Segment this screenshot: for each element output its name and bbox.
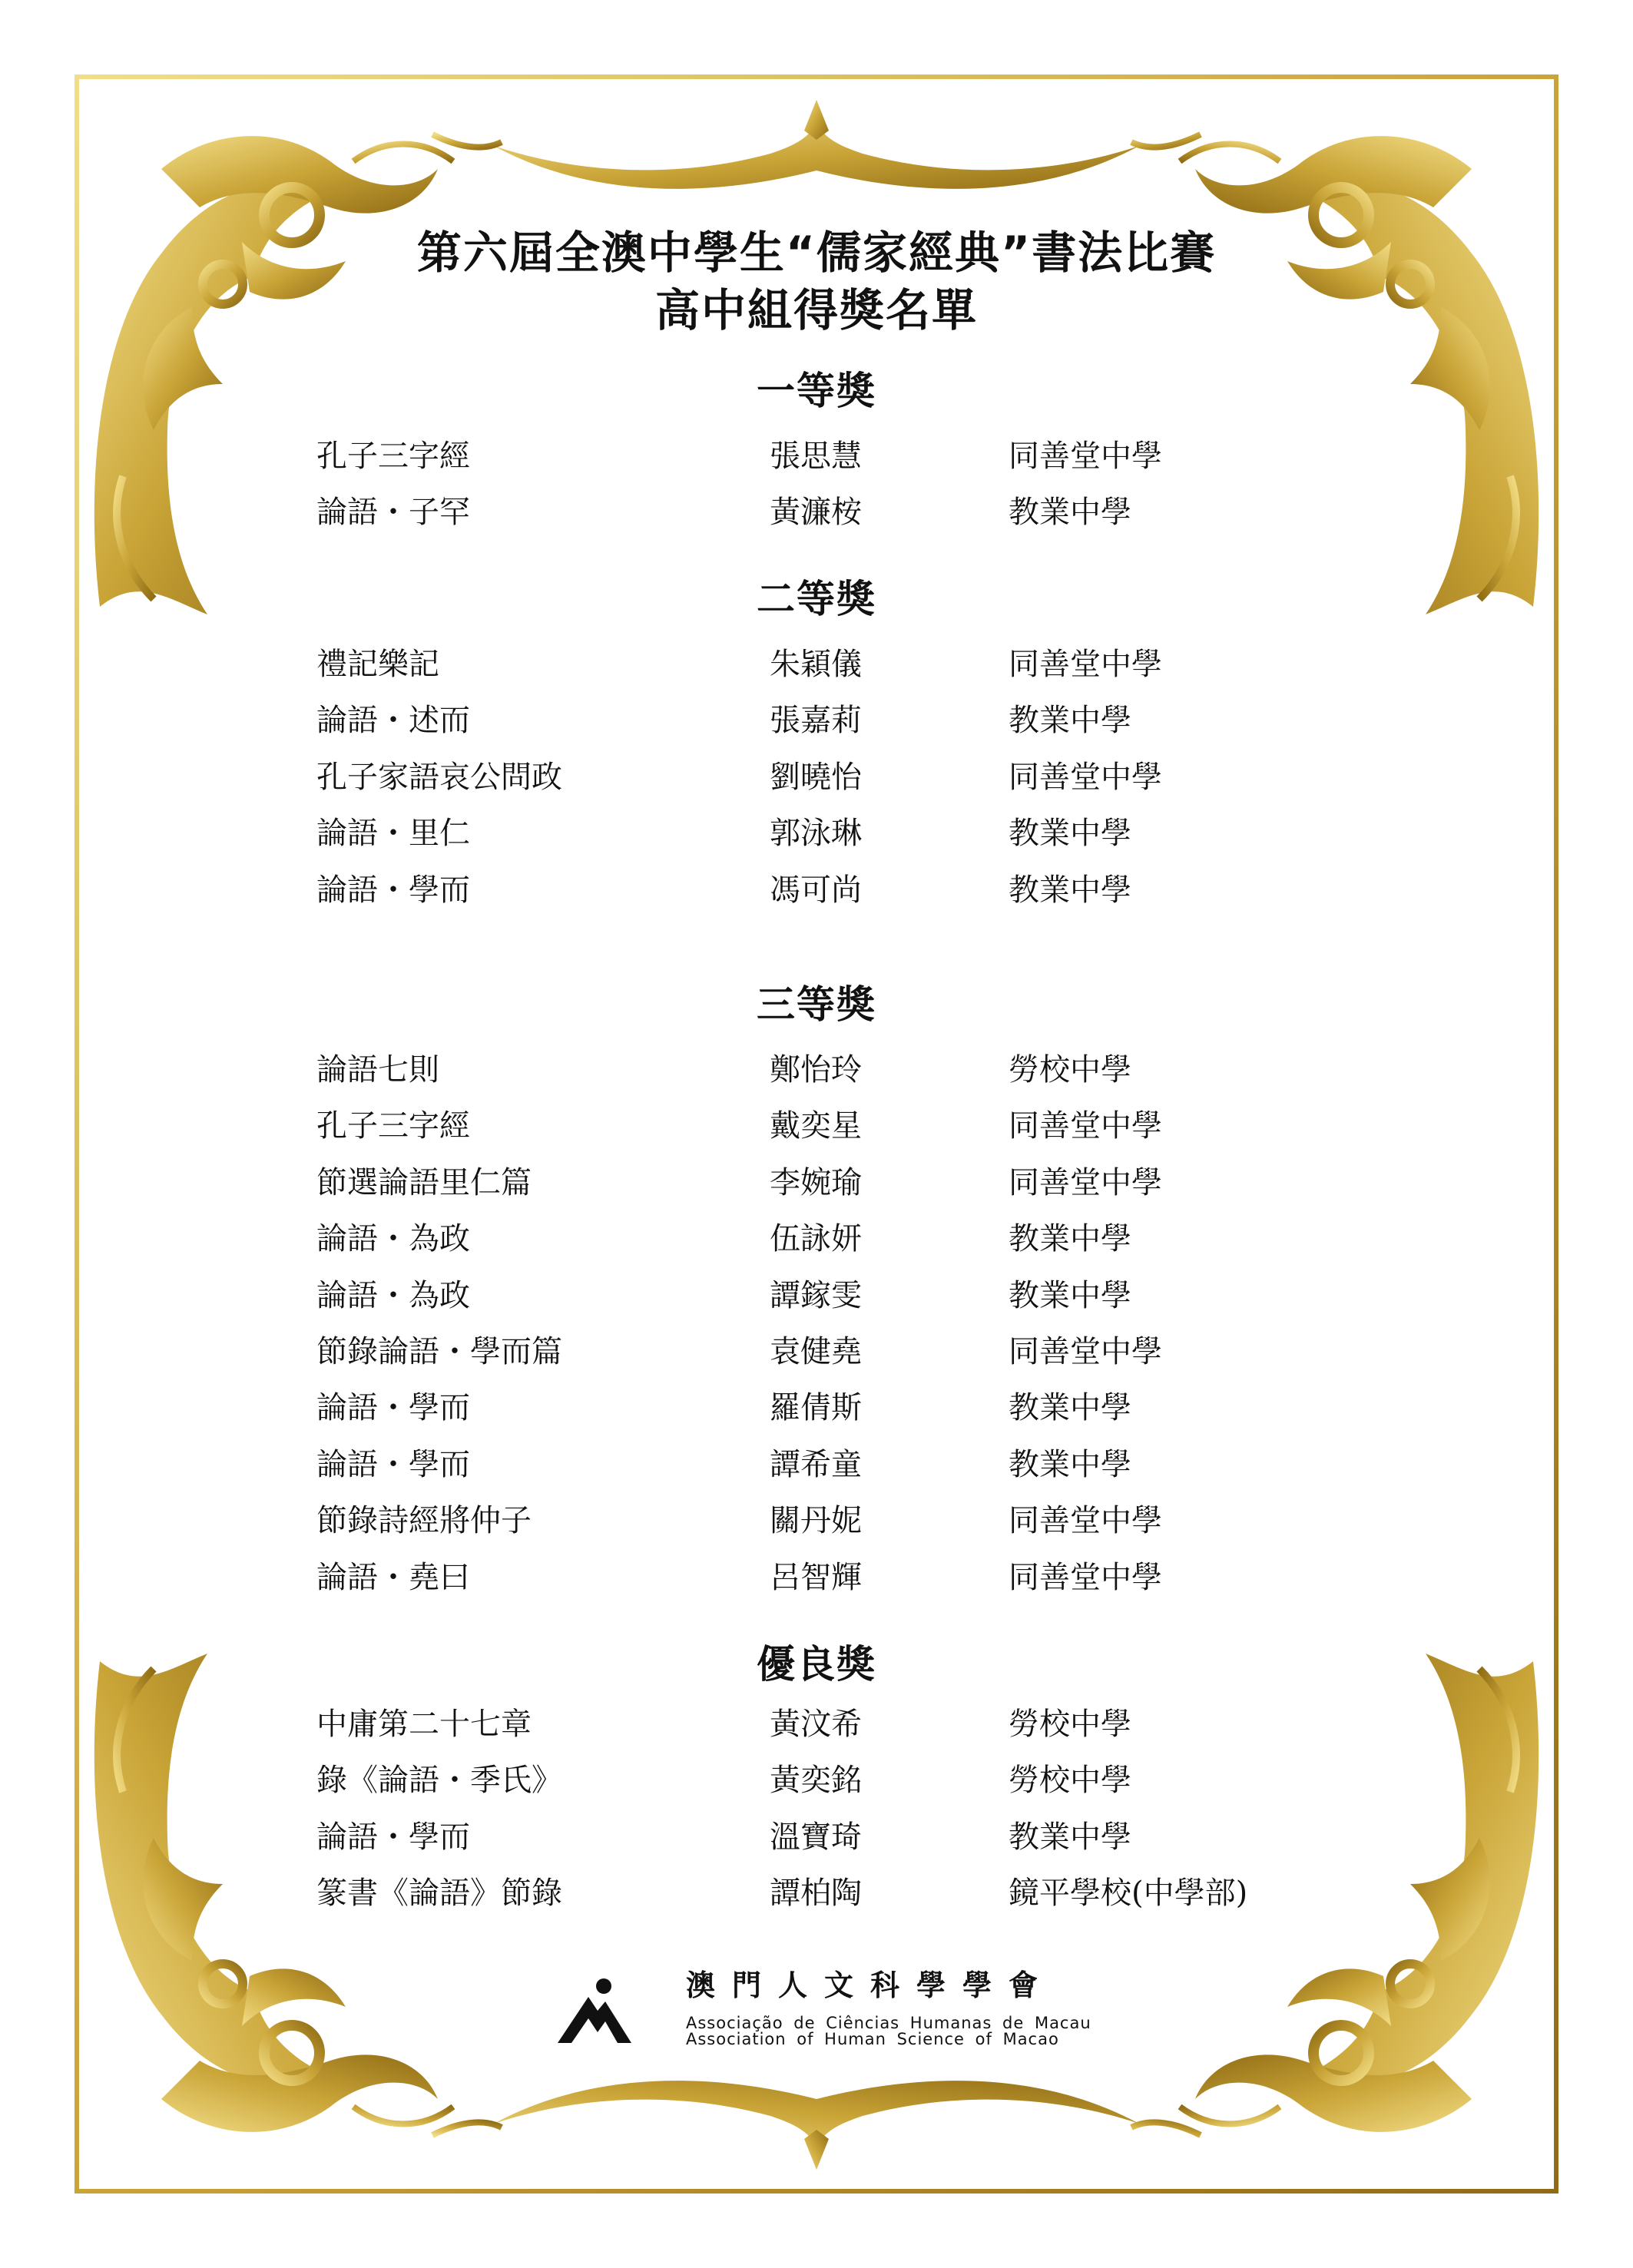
award-row [0,1701,1633,1747]
school-name: 勞校中學 [1009,1707,1131,1742]
school-name: 同善堂中學 [1009,1559,1162,1595]
school-name: 教業中學 [1009,872,1131,908]
organizer-name-chinese: 澳門人文科學學會 [686,1968,1055,2002]
work-title: 論語・為政 [316,1277,470,1313]
award-row [0,810,1633,856]
award-row [0,1385,1633,1431]
student-name: 呂智輝 [770,1559,862,1595]
student-name: 黃汶希 [770,1707,862,1742]
work-title: 中庸第二十七章 [316,1707,532,1742]
student-name: 鄭怡玲 [770,1052,862,1088]
document-subtitle: 高中組得獎名單 [654,284,978,336]
award-row [0,754,1633,800]
school-name: 教業中學 [1009,1390,1131,1426]
school-name: 教業中學 [1009,1221,1131,1257]
school-name: 同善堂中學 [1009,439,1162,474]
student-name: 譚希童 [770,1446,862,1482]
school-name: 鏡平學校(中學部) [1009,1876,1248,1912]
school-name: 同善堂中學 [1009,1503,1162,1539]
award-row [0,1329,1633,1375]
work-title: 論語・學而 [316,872,470,908]
student-name: 馮可尚 [770,872,862,908]
award-row [0,1757,1633,1803]
award-tier-heading: 二等獎 [757,577,876,621]
school-name: 同善堂中學 [1009,759,1162,795]
student-name: 戴奕星 [770,1108,862,1144]
school-name: 同善堂中學 [1009,647,1162,682]
student-name: 羅倩斯 [770,1390,862,1426]
student-name: 張思慧 [770,439,862,474]
student-name: 劉曉怡 [770,759,862,795]
student-name: 譚柏陶 [770,1876,862,1912]
student-name: 袁健堯 [770,1334,862,1369]
document-title: 第六屆全澳中學生“儒家經典”書法比賽 [416,227,1217,279]
award-row [0,1554,1633,1601]
school-name: 教業中學 [1009,1277,1131,1313]
student-name: 譚鎵雯 [770,1277,862,1313]
school-name: 教業中學 [1009,703,1131,739]
work-title: 篆書《論語》節錄 [316,1876,562,1912]
work-title: 論語・述而 [316,703,470,739]
school-name: 同善堂中學 [1009,1108,1162,1144]
award-row [0,489,1633,535]
school-name: 教業中學 [1009,495,1131,531]
award-row [0,433,1633,479]
student-name: 黃濂桉 [770,495,862,531]
work-title: 論語・學而 [316,1819,470,1855]
school-name: 同善堂中學 [1009,1164,1162,1200]
award-row [0,1442,1633,1488]
award-row [0,1870,1633,1916]
award-row [0,1498,1633,1544]
work-title: 論語七則 [316,1052,439,1088]
award-row [0,867,1633,913]
award-row [0,697,1633,743]
award-row [0,1103,1633,1149]
work-title: 禮記樂記 [316,647,439,682]
school-name: 教業中學 [1009,816,1131,852]
work-title: 論語・為政 [316,1221,470,1257]
award-row [0,1047,1633,1093]
student-name: 李婉瑜 [770,1164,862,1200]
student-name: 郭泳琳 [770,816,862,852]
work-title: 論語・子罕 [316,495,470,531]
work-title: 論語・學而 [316,1390,470,1426]
award-row [0,641,1633,687]
organizer-name-english: Association of Human Science of Macao [686,2030,1059,2048]
award-row [0,1273,1633,1319]
award-row [0,1814,1633,1860]
school-name: 教業中學 [1009,1446,1131,1482]
work-title: 孔子三字經 [316,1108,470,1144]
school-name: 勞校中學 [1009,1763,1131,1799]
school-name: 教業中學 [1009,1819,1131,1855]
work-title: 孔子家語哀公問政 [316,759,562,795]
award-row [0,1216,1633,1262]
work-title: 節錄論語・學而篇 [316,1334,562,1369]
work-title: 論語・學而 [316,1446,470,1482]
student-name: 朱穎儀 [770,647,862,682]
work-title: 節選論語里仁篇 [316,1164,532,1200]
student-name: 張嘉莉 [770,703,862,739]
work-title: 孔子三字經 [316,439,470,474]
work-title: 節錄詩經將仲子 [316,1503,532,1539]
school-name: 同善堂中學 [1009,1334,1162,1369]
award-tier-heading: 優良獎 [757,1642,876,1687]
award-tier-heading: 一等獎 [757,369,876,413]
award-tier-heading: 三等獎 [757,982,876,1027]
organization-logo-icon [558,1975,631,2045]
student-name: 伍詠妍 [770,1221,862,1257]
school-name: 勞校中學 [1009,1052,1131,1088]
student-name: 黃奕銘 [770,1763,862,1799]
work-title: 論語・堯曰 [316,1559,470,1595]
award-row [0,1160,1633,1206]
work-title: 論語・里仁 [316,816,470,852]
work-title: 錄《論語・季氏》 [316,1763,562,1799]
organizer-name-portuguese: Associação de Ciências Humanas de Macau [686,2014,1091,2032]
student-name: 關丹妮 [770,1503,862,1539]
student-name: 溫寶琦 [770,1819,862,1855]
